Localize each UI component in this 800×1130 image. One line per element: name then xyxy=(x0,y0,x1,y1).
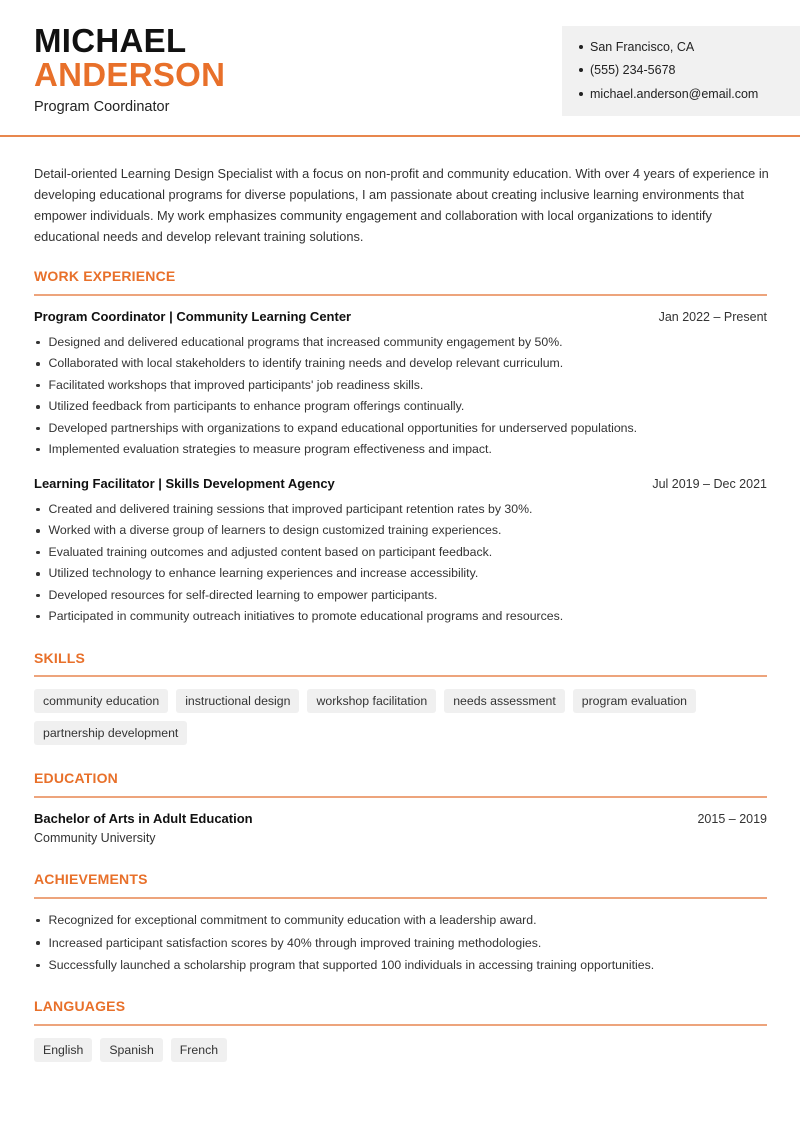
bullet-icon xyxy=(36,572,40,576)
education-dates: 2015 – 2019 xyxy=(697,812,767,826)
skill-tag: community education xyxy=(34,689,168,713)
bullet-icon xyxy=(36,964,40,968)
bullet-text: Utilized technology to enhance learning experiences and increase accessibility. xyxy=(48,566,479,581)
job-title: Program Coordinator xyxy=(34,99,170,115)
bullet-text: Developed resources for self-directed learning to empower participants. xyxy=(48,587,438,602)
degree: Bachelor of Arts in Adult Education xyxy=(34,811,253,826)
job-dates: Jan 2022 – Present xyxy=(658,310,767,324)
bullet-icon xyxy=(36,941,40,945)
list-item xyxy=(34,353,767,374)
bullet-icon xyxy=(36,615,40,619)
list-item xyxy=(34,439,767,460)
list-item xyxy=(34,418,767,439)
job-bullets xyxy=(34,332,767,460)
location-text: San Francisco, CA xyxy=(590,40,695,54)
summary: Detail-oriented Learning Design Specialist with a focus on non-profit and community education. With over 4 years of experience in developing educational programs for diverse populations, I am passionate about creating inclusive learning environments that empower individuals. My work emphasizes community engagement and collaboration with local organizations to identify educational needs and develop relevant training solutions. xyxy=(34,166,769,244)
education-header xyxy=(34,811,767,826)
bullet-icon xyxy=(36,448,40,452)
language-tag: French xyxy=(171,1038,227,1062)
bullet-text: Collaborated with local stakeholders to identify training needs and develop relevant curriculum. xyxy=(48,356,564,371)
bullet-icon xyxy=(36,341,40,345)
section-divider xyxy=(34,1024,767,1026)
school-name: Community University xyxy=(34,831,156,845)
phone-text: (555) 234-5678 xyxy=(590,63,676,77)
bullet-text: Participated in community outreach initiatives to promote educational programs and resources. xyxy=(48,608,564,623)
list-item xyxy=(34,542,767,563)
bullet-icon xyxy=(36,529,40,533)
bullet-icon xyxy=(36,405,40,409)
section-divider xyxy=(34,294,767,296)
bullet-text: Facilitated workshops that improved participants' job readiness skills. xyxy=(48,377,424,392)
languages-list xyxy=(34,1038,767,1062)
bullet-icon xyxy=(36,919,40,923)
skill-tag: instructional design xyxy=(176,689,299,713)
job-role: Learning Facilitator | Skills Development Agency xyxy=(34,476,335,491)
first-name: MICHAEL xyxy=(34,22,187,59)
skill-tag: workshop facilitation xyxy=(307,689,436,713)
bullet-icon xyxy=(36,594,40,598)
section-divider xyxy=(34,897,767,899)
bullet-text: Successfully launched a scholarship program that supported 100 individuals in accessing training opportunities. xyxy=(48,958,655,972)
achievements-list xyxy=(34,909,767,977)
list-item xyxy=(34,396,767,417)
job-dates: Jul 2019 – Dec 2021 xyxy=(652,477,767,491)
job-header xyxy=(34,476,767,491)
list-item xyxy=(34,909,767,932)
bullet-text: Developed partnerships with organizations to expand educational opportunities for underserved populations. xyxy=(48,420,638,435)
section-title-skills: SKILLS xyxy=(34,650,85,666)
skill-tag: partnership development xyxy=(34,721,187,745)
section-title-work: WORK EXPERIENCE xyxy=(34,268,176,284)
section-divider xyxy=(34,675,767,677)
bullet-icon xyxy=(36,362,40,366)
bullet-icon xyxy=(579,68,583,72)
bullet-text: Designed and delivered educational programs that increased community engagement by 50%. xyxy=(48,335,563,349)
email-text: michael.anderson@email.com xyxy=(590,87,759,101)
contact-box xyxy=(562,26,800,116)
bullet-text: Worked with a diverse group of learners to design customized training experiences. xyxy=(48,523,502,538)
job-header xyxy=(34,309,767,324)
bullet-text: Created and delivered training sessions that improved participant retention rates by 30%. xyxy=(48,502,533,516)
bullet-icon xyxy=(579,92,583,96)
bullet-icon xyxy=(36,508,40,512)
list-item xyxy=(34,585,767,606)
contact-phone xyxy=(579,63,675,77)
bullet-text: Evaluated training outcomes and adjusted content based on participant feedback. xyxy=(48,544,493,559)
list-item xyxy=(34,375,767,396)
skill-tag: program evaluation xyxy=(573,689,696,713)
list-item xyxy=(34,606,767,627)
bullet-text: Recognized for exceptional commitment to community education with a leadership award. xyxy=(48,913,537,927)
section-divider xyxy=(34,796,767,798)
language-tag: Spanish xyxy=(100,1038,162,1062)
resume-header xyxy=(0,0,800,137)
section-title-languages: LANGUAGES xyxy=(34,998,126,1014)
skills-list xyxy=(34,689,767,745)
skill-tag: needs assessment xyxy=(444,689,565,713)
contact-email xyxy=(579,87,758,101)
list-item xyxy=(34,499,767,520)
section-title-achievements: ACHIEVEMENTS xyxy=(34,871,148,887)
last-name: ANDERSON xyxy=(34,56,226,93)
bullet-icon xyxy=(579,45,583,49)
list-item xyxy=(34,932,767,955)
bullet-text: Implemented evaluation strategies to measure program effectiveness and impact. xyxy=(48,441,492,456)
list-item xyxy=(34,563,767,584)
bullet-text: Increased participant satisfaction scores by 40% through improved training methodologies. xyxy=(48,935,542,950)
bullet-icon xyxy=(36,551,40,555)
list-item xyxy=(34,520,767,541)
job-bullets xyxy=(34,499,767,627)
bullet-text: Utilized feedback from participants to enhance program offerings continually. xyxy=(48,399,465,414)
bullet-icon xyxy=(36,384,40,388)
job-role: Program Coordinator | Community Learning Center xyxy=(34,309,352,324)
bullet-icon xyxy=(36,427,40,431)
list-item xyxy=(34,332,767,353)
list-item xyxy=(34,954,767,977)
contact-location xyxy=(579,40,694,54)
language-tag: English xyxy=(34,1038,92,1062)
section-title-education: EDUCATION xyxy=(34,770,118,786)
